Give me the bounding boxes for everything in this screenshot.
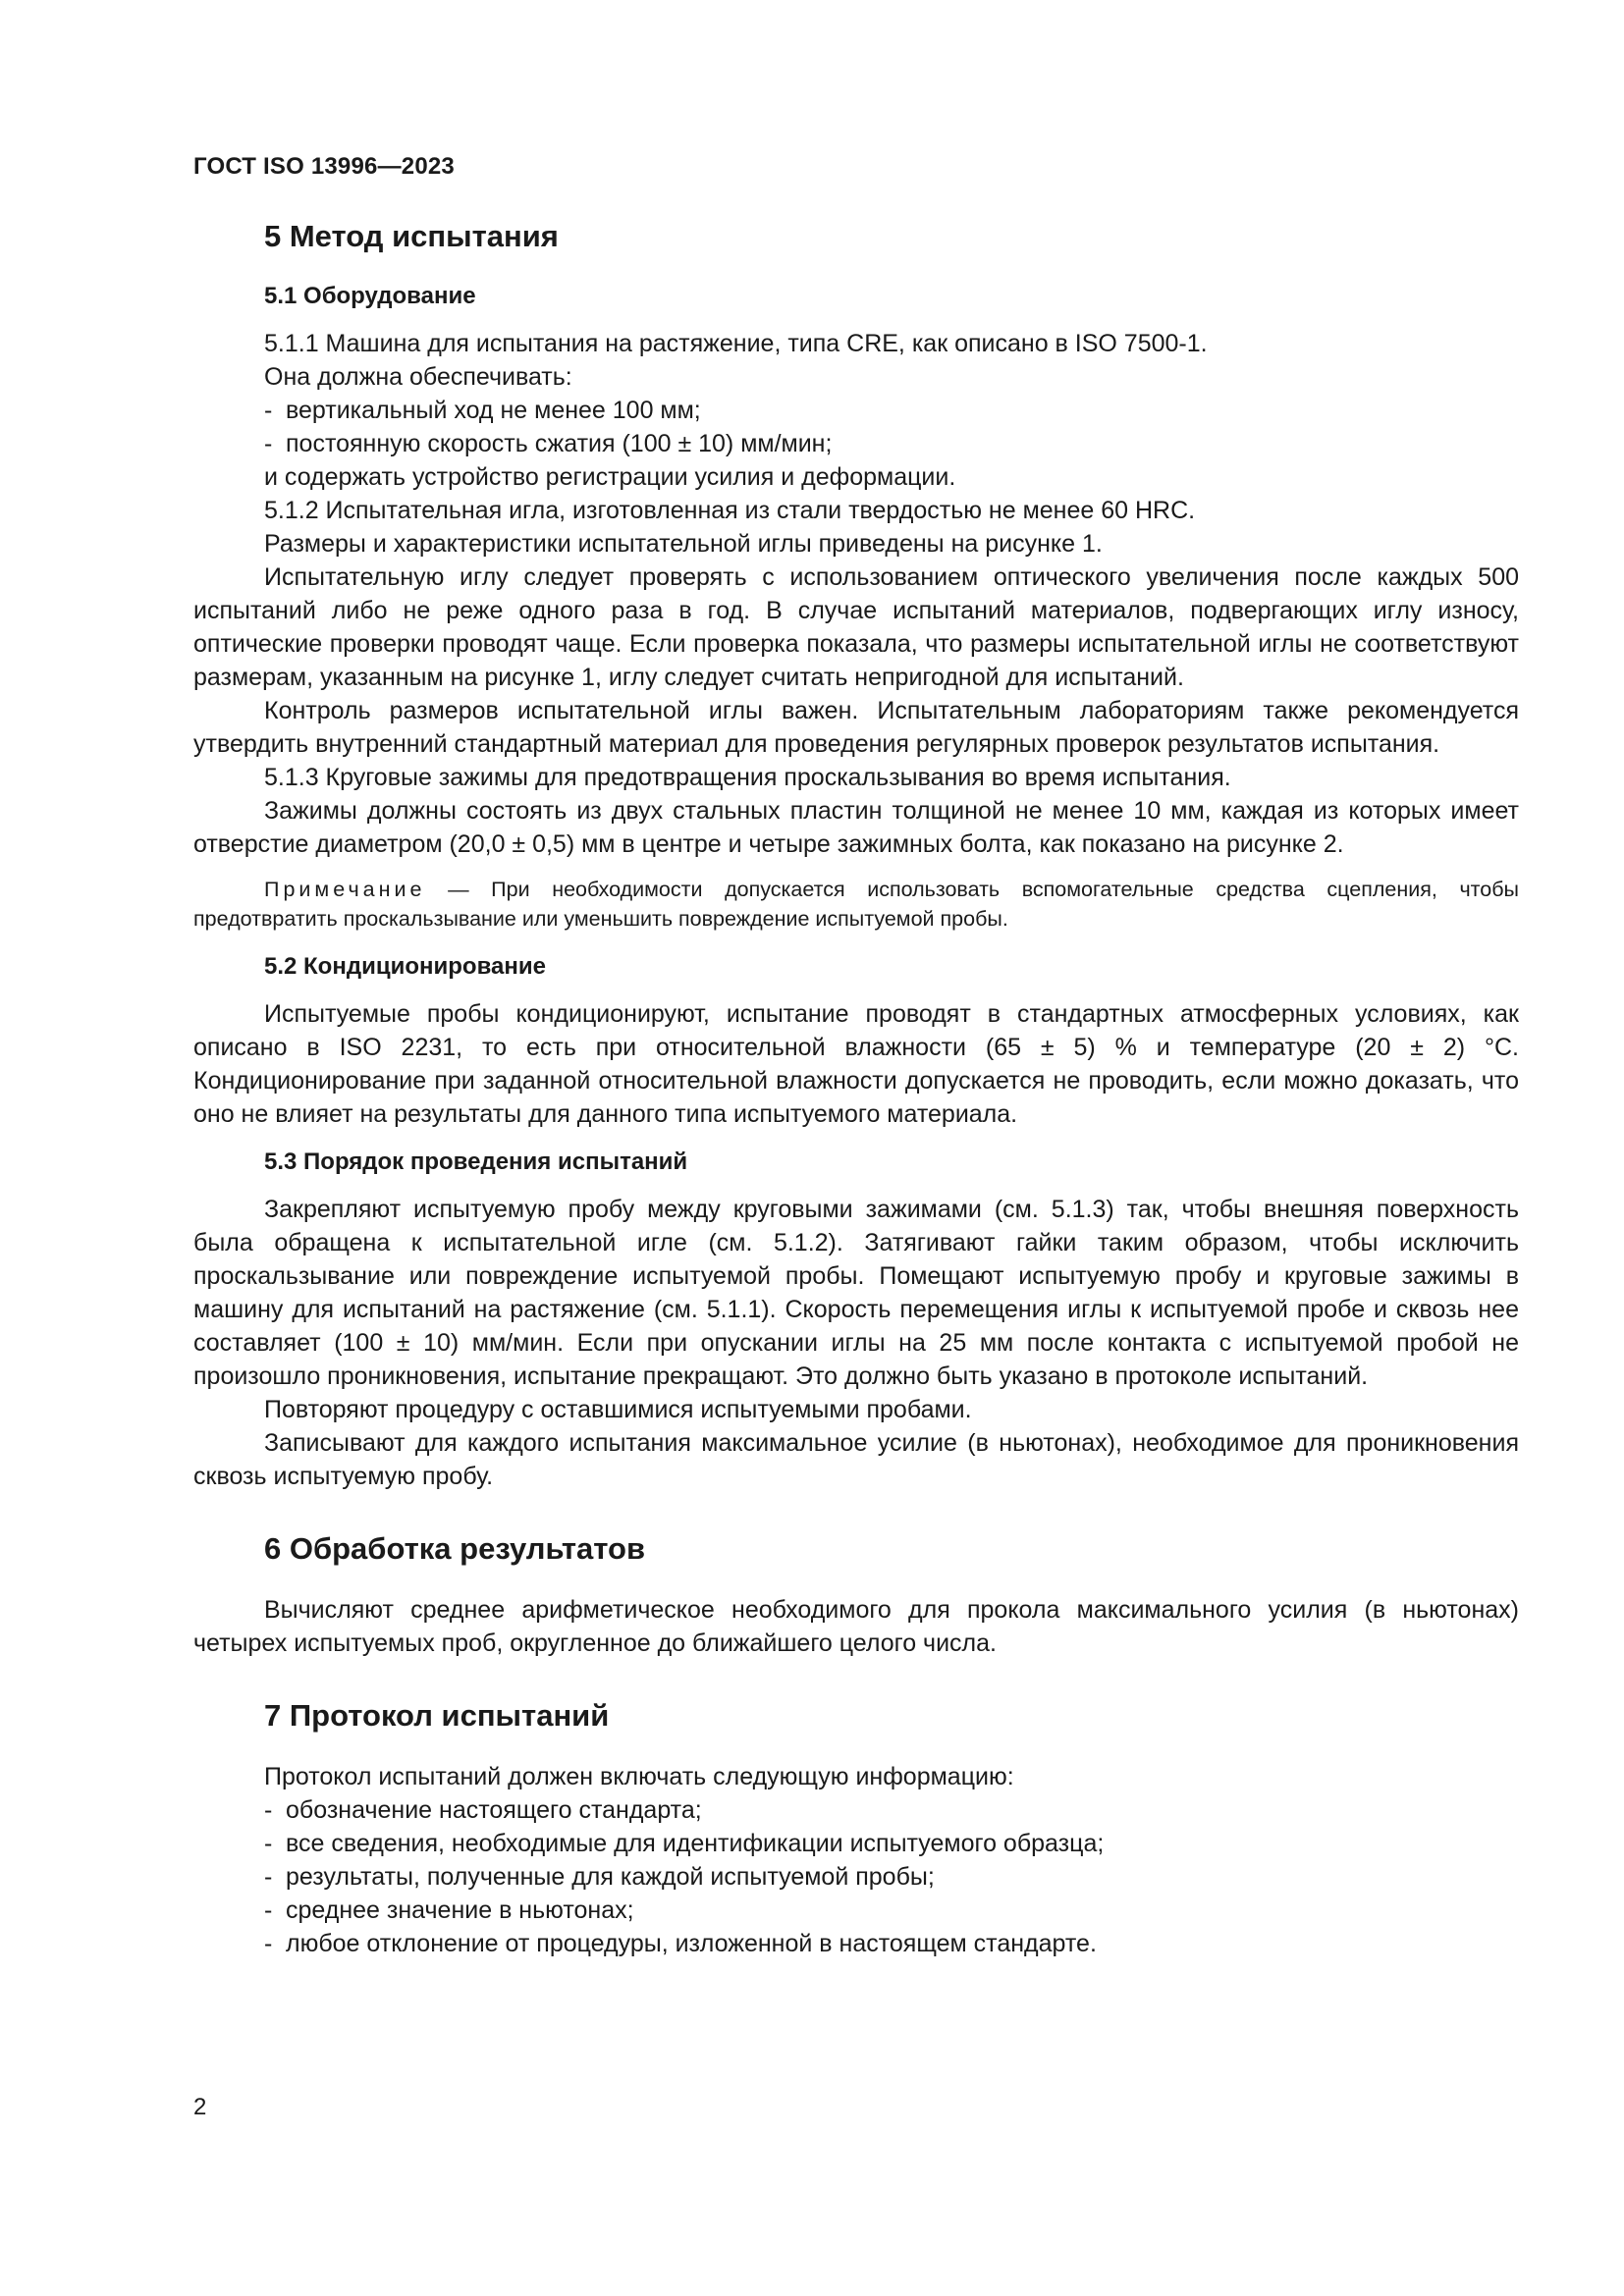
list-item: - вертикальный ход не менее 100 мм; — [264, 394, 1519, 427]
section-5-3-title: 5.3 Порядок проведения испытаний — [264, 1148, 688, 1176]
note-text: — При необходимости допускается использовать вспомогательные средства сцепления, чтобы предотвратить проскальзывание или уменьшить повреждение испытуемой пробы. — [193, 877, 1519, 931]
section-7-title: 7 Протокол испытаний — [264, 1698, 610, 1734]
paragraph-5-1-1: 5.1.1 Машина для испытания на растяжение, типа CRE, как описано в ISO 7500-1. — [264, 329, 1208, 357]
paragraph-processing: Вычисляют среднее арифметическое необходимого для прокола максимального усилия (в ньютонах) четырех испытуемых проб, округленное до ближайшего целого числа. — [193, 1596, 1519, 1658]
paragraph-needle-check: Испытательную иглу следует проверять с использованием оптического увеличения после каждых 500 испытаний либо не реже одного раза в год. В случае испытаний материалов, подвергающих иглу износу, оптические проверки проводят чаще. Если проверка показала, что размеры испытательной иглы не соответствуют размерам, указанным на рисунке 1, иглу следует считать непригодной для испытаний. — [193, 562, 1519, 691]
paragraph-registration: и содержать устройство регистрации усилия и деформации. — [264, 462, 956, 491]
section-5-title: 5 Метод испытания — [264, 219, 559, 253]
section-5-1-title: 5.1 Оборудование — [264, 282, 476, 309]
paragraph-needle-dimensions: Размеры и характеристики испытательной иглы приведены на рисунке 1. — [264, 529, 1103, 558]
document-body — [193, 218, 1519, 1960]
paragraph-5-1-2: 5.1.2 Испытательная игла, изготовленная из стали твердостью не менее 60 HRC. — [264, 496, 1196, 524]
paragraph-5-1-3: 5.1.3 Круговые зажимы для предотвращения проскальзывания во время испытания. — [264, 763, 1231, 791]
list-item: - среднее значение в ньютонах; — [264, 1894, 1519, 1927]
list-item: - обозначение настоящего стандарта; — [264, 1793, 1519, 1827]
paragraph-repeat: Повторяют процедуру с оставшимися испытуемыми пробами. — [264, 1396, 972, 1424]
section-5-2-title: 5.2 Кондиционирование — [264, 952, 546, 980]
list-item: - результаты, полученные для каждой испытуемой пробы; — [264, 1860, 1519, 1894]
report-list — [193, 1793, 1519, 1960]
note — [193, 875, 1519, 934]
document-code: ГОСТ ISO 13996—2023 — [193, 153, 455, 180]
section-6-title: 6 Обработка результатов — [264, 1531, 646, 1567]
list-item: - постоянную скорость сжатия (100 ± 10) мм/мин; — [264, 427, 1519, 460]
paragraph-clamps: Зажимы должны состоять из двух стальных пластин толщиной не менее 10 мм, каждая из которых имеет отверстие диаметром (20,0 ± 0,5) мм в центре и четыре зажимных болта, как показано на рисунке 2. — [193, 796, 1519, 858]
paragraph-requirements-intro: Она должна обеспечивать: — [264, 362, 572, 391]
paragraph-procedure: Закрепляют испытуемую пробу между круговыми зажимами (см. 5.1.3) так, чтобы внешняя поверхность была обращена к испытательной игле (см. 5.1.2). Затягивают гайки таким образом, чтобы исключить проскальзывание или повреждение испытуемой пробы. Помещают испытуемую пробу и круговые зажимы в машину для испытаний на растяжение (см. 5.1.1). Скорость перемещения иглы к испытуемой пробе и сквозь нее составляет (100 ± 10) мм/мин. Если при опускании иглы на 25 мм после контакта с испытуемой пробой не произошло проникновения, испытание прекращают. Это должно быть указано в протоколе испытаний. — [193, 1196, 1519, 1391]
paragraph-record: Записывают для каждого испытания максимальное усилие (в ньютонах), необходимое для проникновения сквозь испытуемую пробу. — [193, 1429, 1519, 1491]
page-number: 2 — [193, 2094, 207, 2120]
paragraph-needle-control: Контроль размеров испытательной иглы важен. Испытательным лабораториям также рекомендуется утвердить внутренний стандартный материал для проведения регулярных проверок результатов испытания. — [193, 696, 1519, 758]
paragraph-conditioning: Испытуемые пробы кондиционируют, испытание проводят в стандартных атмосферных условиях, как описано в ISO 2231, то есть при относительной влажности (65 ± 5) % и температуре (20 ± 2) °С. Кондиционирование при заданной относительной влажности допускается не проводить, если можно доказать, что оно не влияет на результаты для данного типа испытуемого материала. — [193, 1000, 1519, 1129]
list-item: - все сведения, необходимые для идентификации испытуемого образца; — [264, 1827, 1519, 1860]
requirements-list — [193, 394, 1519, 460]
list-item: - любое отклонение от процедуры, изложенной в настоящем стандарте. — [264, 1927, 1519, 1960]
note-label: Примечание — [264, 877, 426, 901]
paragraph-report-intro: Протокол испытаний должен включать следующую информацию: — [264, 1762, 1014, 1790]
